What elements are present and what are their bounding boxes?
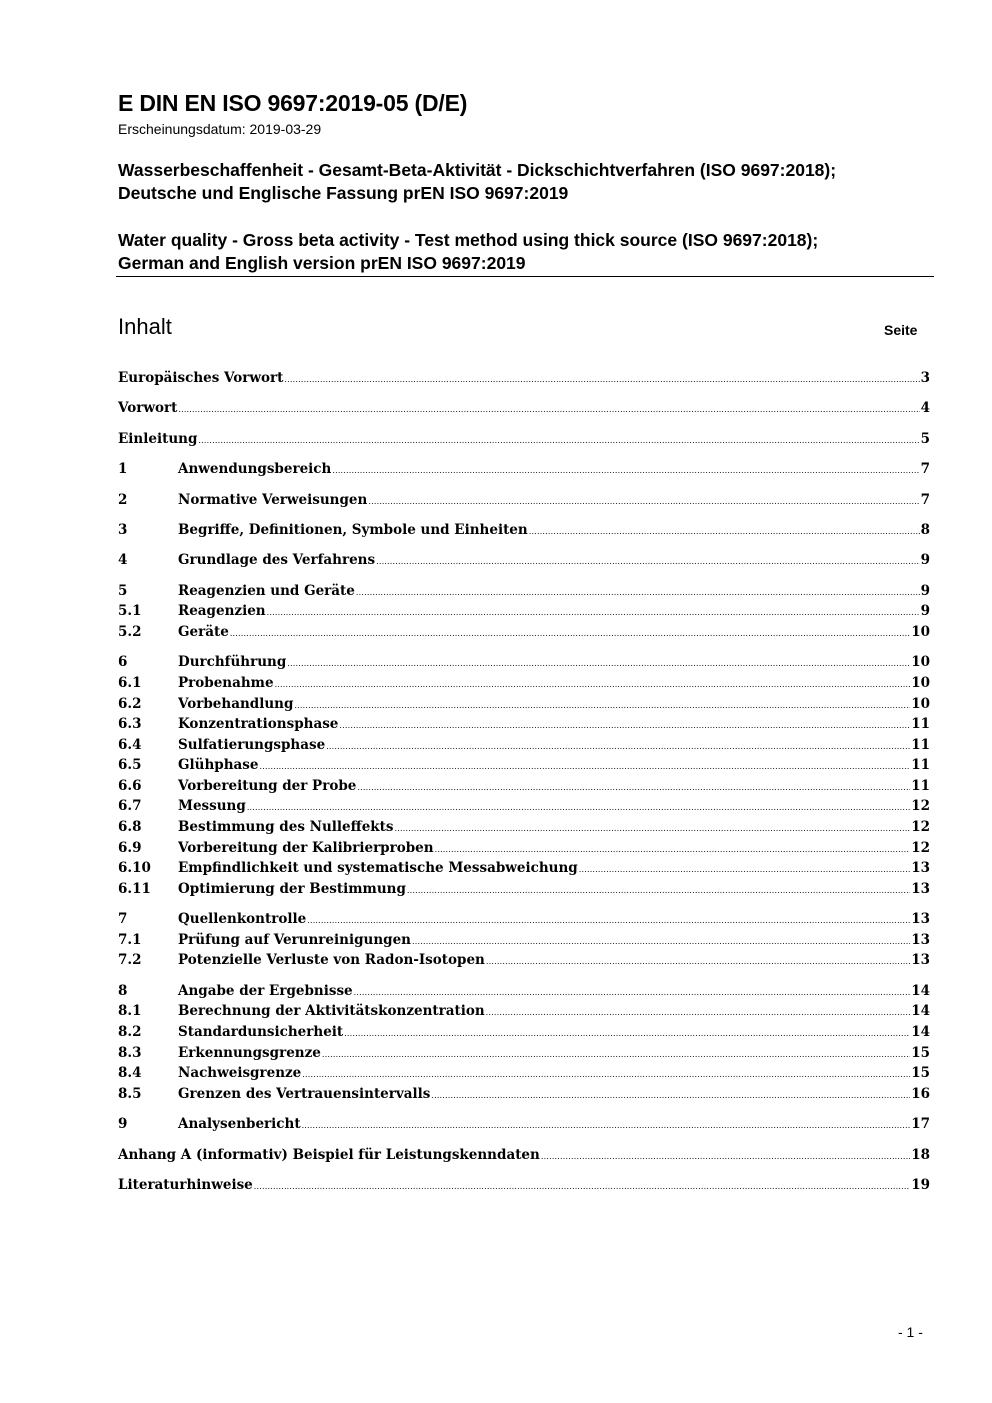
toc-entry-label: Probenahme xyxy=(178,674,274,691)
toc-entry-page: 16 xyxy=(911,1085,930,1102)
dot-leader xyxy=(332,461,919,482)
toc-entry[interactable] xyxy=(118,796,930,817)
toc-entry[interactable] xyxy=(118,838,930,859)
toc-entry-page: 13 xyxy=(911,860,930,877)
toc-entry-number: 6.7 xyxy=(118,798,142,815)
dot-leader xyxy=(339,716,910,737)
dot-leader xyxy=(368,492,919,513)
toc-entry-page: 3 xyxy=(920,370,930,386)
toc-entry-label: Empfindlichkeit und systematische Messabweichung xyxy=(178,860,578,877)
toc-entry[interactable] xyxy=(118,755,930,776)
dot-leader xyxy=(486,1003,911,1024)
toc-entry-page: 14 xyxy=(911,1003,930,1020)
toc-entry-page: 15 xyxy=(911,1065,930,1082)
toc-entry-label: Optimierung der Bestimmung xyxy=(178,880,406,897)
toc-entry-number: 8.1 xyxy=(118,1003,142,1020)
toc-entry-page: 14 xyxy=(911,982,930,999)
toc-entry-page: 9 xyxy=(920,552,930,569)
dot-leader xyxy=(354,983,911,1004)
toc-entry-page: 8 xyxy=(920,521,930,538)
toc-entry-label: Konzentrationsphase xyxy=(178,716,339,733)
dot-leader xyxy=(230,624,910,645)
dot-leader xyxy=(307,911,910,932)
dot-leader xyxy=(275,675,911,696)
toc-entry-number: 7 xyxy=(118,911,128,928)
toc-entry[interactable] xyxy=(118,930,930,951)
toc-entry-page: 11 xyxy=(911,716,930,733)
toc-entry[interactable] xyxy=(118,622,930,643)
toc-entry[interactable] xyxy=(118,776,930,797)
dot-leader xyxy=(302,1065,910,1086)
toc-entry-page: 4 xyxy=(920,400,930,417)
toc-entry[interactable] xyxy=(118,1175,930,1196)
dot-leader xyxy=(284,370,919,391)
toc-entry-number: 8.5 xyxy=(118,1085,142,1102)
toc-entry-label: Reagenzien xyxy=(178,603,266,620)
toc-entry-label: Prüfung auf Verunreinigungen xyxy=(178,931,411,948)
toc-entry-page: 13 xyxy=(911,911,930,928)
toc-entry-page: 13 xyxy=(911,931,930,948)
toc-entry-page: 11 xyxy=(911,736,930,753)
toc-entry-number: 8 xyxy=(118,982,128,999)
toc-entry-number: 6.9 xyxy=(118,839,142,856)
toc-entry-label: Literaturhinweise xyxy=(118,1176,253,1193)
toc-entry-label: Sulfatierungsphase xyxy=(178,736,326,753)
toc-entry[interactable] xyxy=(118,398,930,419)
toc-entry-label: Potenzielle Verluste von Radon-Isotopen xyxy=(178,952,485,969)
toc-entry-number: 2 xyxy=(118,491,128,508)
dot-leader xyxy=(294,696,910,717)
dot-leader xyxy=(287,654,910,675)
toc-entry-label: Geräte xyxy=(178,623,229,640)
toc-entry-label: Europäisches Vorwort xyxy=(118,370,284,386)
document-title: E DIN EN ISO 9697:2019-05 (D/E) xyxy=(118,90,468,116)
toc-entry-page: 15 xyxy=(911,1044,930,1061)
toc-entry[interactable] xyxy=(118,520,930,541)
dot-leader xyxy=(326,737,910,758)
toc-entry-label: Angabe der Ergebnisse xyxy=(178,982,353,999)
dot-leader xyxy=(302,1116,911,1137)
toc-entry-label: Standardunsicherheit xyxy=(178,1024,344,1040)
dot-leader xyxy=(267,603,920,624)
dot-leader xyxy=(486,952,910,973)
german-subtitle: Wasserbeschaffenheit - Gesamt-Beta-Aktivität - Dickschichtverfahren (ISO 9697:2018); Deutsche und Englische Fassung prEN ISO 9697:2019 xyxy=(118,160,837,203)
toc-entry[interactable] xyxy=(118,714,930,735)
toc-entry-page: 9 xyxy=(920,582,930,599)
dot-leader xyxy=(198,431,919,452)
toc-entry-label: Grenzen des Vertrauensintervalls xyxy=(178,1085,431,1102)
toc-entry-number: 6.6 xyxy=(118,777,142,794)
toc-entry-number: 5 xyxy=(118,582,128,599)
toc-entry-number: 6 xyxy=(118,654,128,671)
toc-entry-label: Anwendungsbereich xyxy=(178,461,332,478)
dot-leader xyxy=(376,552,920,573)
toc-entry[interactable] xyxy=(118,1001,930,1022)
dot-leader xyxy=(579,860,910,881)
toc-entry-number: 8.4 xyxy=(118,1065,142,1082)
toc-entry-label: Normative Verweisungen xyxy=(178,491,368,508)
dot-leader xyxy=(344,1024,910,1045)
toc-entry[interactable] xyxy=(118,601,930,622)
dot-leader xyxy=(322,1045,910,1066)
toc-entry[interactable] xyxy=(118,1084,930,1105)
toc-entry-number: 5.1 xyxy=(118,603,142,620)
toc-entry[interactable] xyxy=(118,817,930,838)
page-number: - 1 - xyxy=(898,1324,923,1340)
toc-entry-number: 7.2 xyxy=(118,952,142,969)
toc-entry-number: 6.2 xyxy=(118,695,142,712)
toc-entry[interactable] xyxy=(118,909,930,930)
english-subtitle: Water quality - Gross beta activity - Test method using thick source (ISO 9697:2018); German and English version prEN ISO 9697:2019 xyxy=(118,230,819,273)
toc-entry[interactable] xyxy=(118,368,930,389)
toc-entry-page: 10 xyxy=(911,623,930,640)
toc-entry[interactable] xyxy=(118,1145,930,1166)
dot-leader xyxy=(529,522,920,543)
toc-entry-label: Quellenkontrolle xyxy=(178,911,307,928)
toc-entry-number: 7.1 xyxy=(118,931,142,948)
toc-entry-page: 12 xyxy=(911,839,930,856)
dot-leader xyxy=(541,1147,910,1168)
table-of-contents xyxy=(118,368,930,1196)
dot-leader xyxy=(247,798,910,819)
toc-entry-page: 7 xyxy=(920,461,930,478)
toc-entry-number: 6.1 xyxy=(118,674,142,691)
toc-entry[interactable] xyxy=(118,879,930,900)
toc-entry-page: 13 xyxy=(911,952,930,969)
toc-entry-label: Einleitung xyxy=(118,430,198,447)
toc-entry-label: Vorbereitung der Kalibrierproben xyxy=(178,839,434,856)
header-divider xyxy=(116,276,934,277)
toc-entry-number: 8.3 xyxy=(118,1044,142,1061)
toc-entry[interactable] xyxy=(118,858,930,879)
toc-entry-page: 14 xyxy=(911,1024,930,1040)
dot-leader xyxy=(431,1086,910,1107)
toc-entry[interactable] xyxy=(118,459,930,480)
toc-entry[interactable] xyxy=(118,550,930,571)
toc-entry[interactable] xyxy=(118,652,930,673)
dot-leader xyxy=(357,778,910,799)
toc-entry-label: Bestimmung des Nulleffekts xyxy=(178,819,394,836)
toc-entry-label: Vorwort xyxy=(118,400,178,417)
toc-entry-page: 11 xyxy=(911,777,930,794)
toc-entry-page: 11 xyxy=(911,757,930,774)
toc-entry-number: 4 xyxy=(118,552,128,569)
toc-entry[interactable] xyxy=(118,950,930,971)
toc-entry-number: 8.2 xyxy=(118,1024,142,1040)
dot-leader xyxy=(178,400,919,421)
toc-entry-number: 6.5 xyxy=(118,757,142,774)
toc-entry-number: 6.3 xyxy=(118,716,142,733)
toc-entry-label: Anhang A (informativ) Beispiel für Leistungskenndaten xyxy=(118,1146,540,1163)
toc-entry-number: 6.10 xyxy=(118,860,151,877)
toc-entry-label: Vorbereitung der Probe xyxy=(178,777,357,794)
toc-entry-label: Reagenzien und Geräte xyxy=(178,582,355,599)
toc-entry-page: 7 xyxy=(920,491,930,508)
toc-entry-page: 12 xyxy=(911,798,930,815)
toc-entry[interactable] xyxy=(118,694,930,715)
toc-entry-number: 6.8 xyxy=(118,819,142,836)
toc-entry-page: 12 xyxy=(911,819,930,836)
toc-entry[interactable] xyxy=(118,981,930,1002)
toc-entry[interactable] xyxy=(118,1114,930,1135)
toc-entry-page: 9 xyxy=(920,603,930,620)
dot-leader xyxy=(435,840,911,861)
toc-heading: Inhalt xyxy=(118,314,172,339)
toc-entry-label: Grundlage des Verfahrens xyxy=(178,552,376,569)
toc-entry-label: Nachweisgrenze xyxy=(178,1065,302,1082)
toc-entry-page: 17 xyxy=(911,1116,930,1133)
toc-entry-page: 10 xyxy=(911,654,930,671)
toc-entry-label: Begriffe, Definitionen, Symbole und Einheiten xyxy=(178,521,528,538)
toc-entry-page: 10 xyxy=(911,674,930,691)
toc-entry[interactable] xyxy=(118,490,930,511)
toc-entry[interactable] xyxy=(118,1063,930,1084)
toc-entry[interactable] xyxy=(118,1022,930,1043)
toc-entry-page: 13 xyxy=(911,880,930,897)
toc-entry-number: 3 xyxy=(118,521,128,538)
toc-entry-page: 18 xyxy=(911,1146,930,1163)
toc-entry-label: Messung xyxy=(178,798,246,815)
dot-leader xyxy=(412,932,910,953)
dot-leader xyxy=(259,757,910,778)
toc-entry[interactable] xyxy=(118,673,930,694)
toc-entry-label: Durchführung xyxy=(178,654,287,671)
dot-leader xyxy=(254,1177,910,1198)
dot-leader xyxy=(356,583,920,604)
toc-entry-page: 10 xyxy=(911,695,930,712)
dot-leader xyxy=(407,881,910,902)
toc-entry-number: 6.4 xyxy=(118,736,142,753)
toc-entry-label: Berechnung der Aktivitätskonzentration xyxy=(178,1003,485,1020)
toc-entry-label: Erkennungsgrenze xyxy=(178,1044,321,1061)
toc-entry-number: 6.11 xyxy=(118,880,151,897)
toc-entry-number: 5.2 xyxy=(118,623,142,640)
toc-entry-page: 5 xyxy=(920,430,930,447)
dot-leader xyxy=(395,819,911,840)
toc-entry[interactable] xyxy=(118,1043,930,1064)
toc-entry-label: Vorbehandlung xyxy=(178,695,294,712)
page-column-label: Seite xyxy=(884,322,918,338)
toc-entry-label: Analysenbericht xyxy=(178,1116,301,1133)
toc-entry[interactable] xyxy=(118,735,930,756)
toc-entry[interactable] xyxy=(118,429,930,450)
toc-entry-page: 19 xyxy=(911,1176,930,1193)
toc-entry-label: Glühphase xyxy=(178,757,259,774)
toc-entry-number: 9 xyxy=(118,1116,128,1133)
toc-entry-number: 1 xyxy=(118,461,128,478)
publication-date: Erscheinungsdatum: 2019-03-29 xyxy=(118,121,322,137)
toc-entry[interactable] xyxy=(118,581,930,602)
